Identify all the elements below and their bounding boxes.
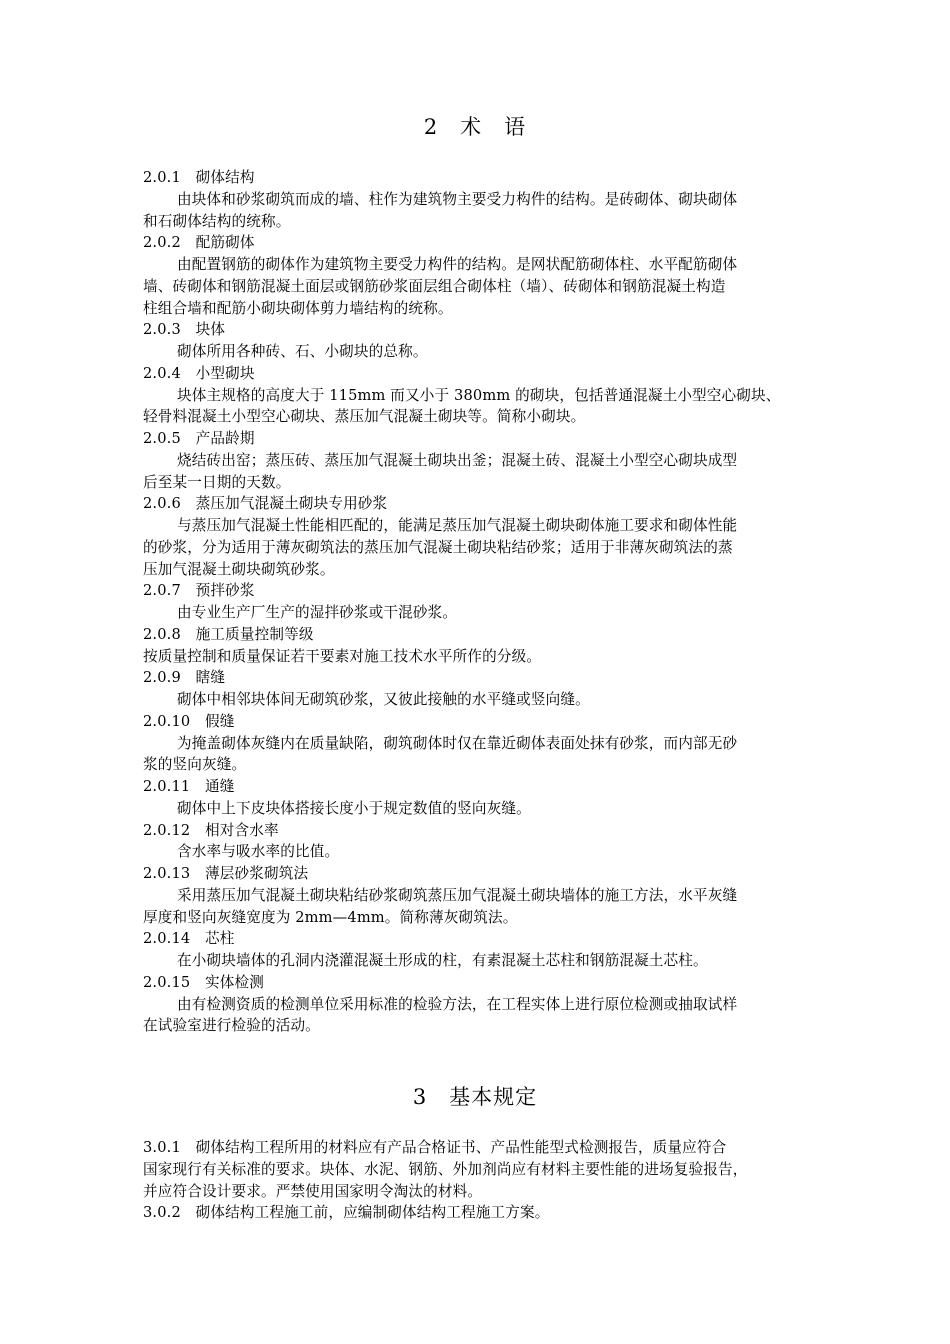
clause-line: 国家现行有关标准的要求。块体、水泥、钢筋、外加剂尚应有材料主要性能的进场复验报告，: [143, 1160, 748, 1178]
term-definition-line: 由配置钢筋的砌体作为建筑物主要受力构件的结构。是网状配筋砌体柱、水平配筋砌体: [177, 256, 738, 273]
term-definition-line: 压加气混凝土砌块砌筑砂浆。: [143, 560, 335, 578]
term-definition-line: 在小砌块墙体的孔洞内浇灌混凝土形成的柱，有素混凝土芯柱和钢筋混凝土芯柱。: [177, 952, 708, 969]
term-definition-line: 轻骨料混凝土小型空心砌块、蒸压加气混凝土砌块等。简称小砌块。: [143, 408, 586, 426]
term-definition-line: 与蒸压加气混凝土性能相匹配的，能满足蒸压加气混凝土砌块砌体施工要求和砌体性能: [177, 517, 738, 534]
term-definition-line: 含水率与吸水率的比值。: [177, 843, 340, 861]
term-heading: 2.0.7 预拌砂浆: [143, 582, 255, 600]
term-definition-line: 柱组合墙和配筋小砌块砌体剪力墙结构的统称。: [143, 299, 453, 317]
term-heading: 2.0.4 小型砌块: [143, 364, 255, 382]
term-heading: 2.0.14 芯柱: [143, 930, 235, 948]
clause-line: 并应符合设计要求。严禁使用国家明令淘汰的材料。: [143, 1182, 483, 1200]
term-definition-line: 由块体和砂浆砌筑而成的墙、柱作为建筑物主要受力构件的结构。是砖砌体、砌块砌体: [177, 190, 738, 208]
term-definition-line: 砌体中相邻块体间无砌筑砂浆，又彼此接触的水平缝或竖向缝。: [177, 691, 590, 708]
term-heading: 2.0.6 蒸压加气混凝土砌块专用砂浆: [143, 495, 388, 513]
term-heading: 2.0.13 薄层砂浆砌筑法: [143, 865, 309, 882]
term-definition-line: 由有检测资质的检测单位采用标准的检验方法，在工程实体上进行原位检测或抽取试样: [177, 995, 738, 1013]
term-definition-line: 按质量控制和质量保证若干要素对施工技术水平所作的分级。: [143, 647, 542, 665]
term-definition-line: 在试验室进行检验的活动。: [143, 1017, 320, 1035]
term-definition-line: 烧结砖出窑；蒸压砖、蒸压加气混凝土砌块出釜；混凝土砖、混凝土小型空心砌块成型: [177, 451, 738, 469]
term-heading: 2.0.1 砌体结构: [143, 169, 255, 186]
term-definition-line: 块体主规格的高度大于 115mm 而又小于 380mm 的砌块，包括普通混凝土小型空心砌块、: [177, 386, 781, 404]
term-heading: 2.0.5 产品龄期: [143, 430, 255, 447]
term-heading: 2.0.12 相对含水率: [143, 821, 279, 839]
term-definition-line: 和石砌体结构的统称。: [143, 212, 291, 230]
term-heading: 2.0.15 实体检测: [143, 973, 265, 991]
term-definition-line: 墙、砖砌体和钢筋混凝土面层或钢筋砂浆面层组合砌体柱（墙）、砖砌体和钢筋混凝土构造: [143, 277, 726, 295]
term-heading: 2.0.10 假缝: [143, 712, 235, 730]
term-definition-line: 厚度和竖向灰缝宽度为 2mm—4mm。简称薄灰砌筑法。: [143, 908, 518, 926]
clause-first-line: 3.0.2 砌体结构工程施工前，应编制砌体结构工程施工方案。: [143, 1204, 550, 1222]
term-definition-line: 砌体所用各种砖、石、小砌块的总称。: [177, 343, 428, 360]
term-heading: 2.0.11 通缝: [143, 778, 235, 795]
term-definition-line: 砌体中上下皮块体搭接长度小于规定数值的竖向灰缝。: [177, 799, 531, 817]
term-definition-line: 的砂浆，分为适用于薄灰砌筑法的蒸压加气混凝土砌块粘结砂浆；适用于非薄灰砌筑法的蒸: [143, 538, 733, 556]
term-heading: 2.0.3 块体: [143, 321, 226, 339]
term-definition-line: 后至某一日期的天数。: [143, 473, 291, 491]
clause-first-line: 3.0.1 砌体结构工程所用的材料应有产品合格证书、产品性能型式检测报告，质量应符合: [143, 1139, 727, 1156]
term-definition-line: 由专业生产厂生产的湿拌砂浆或干混砂浆。: [177, 604, 458, 621]
term-definition-line: 为掩盖砌体灰缝内在质量缺陷，砌筑砌体时仅在靠近砌体表面处抹有砂浆，而内部无砂: [177, 734, 738, 752]
term-definition-line: 浆的竖向灰缝。: [143, 756, 247, 774]
term-heading: 2.0.2 配筋砌体: [143, 234, 255, 252]
term-heading: 2.0.9 瞎缝: [143, 669, 226, 687]
term-definition-line: 采用蒸压加气混凝土砌块粘结砂浆砌筑蒸压加气混凝土砌块墙体的施工方法，水平灰缝: [177, 886, 738, 904]
chapter-2-heading: 2 术 语: [423, 115, 527, 139]
chapter-3-heading: 3 基本规定: [412, 1085, 538, 1109]
term-heading: 2.0.8 施工质量控制等级: [143, 625, 314, 643]
